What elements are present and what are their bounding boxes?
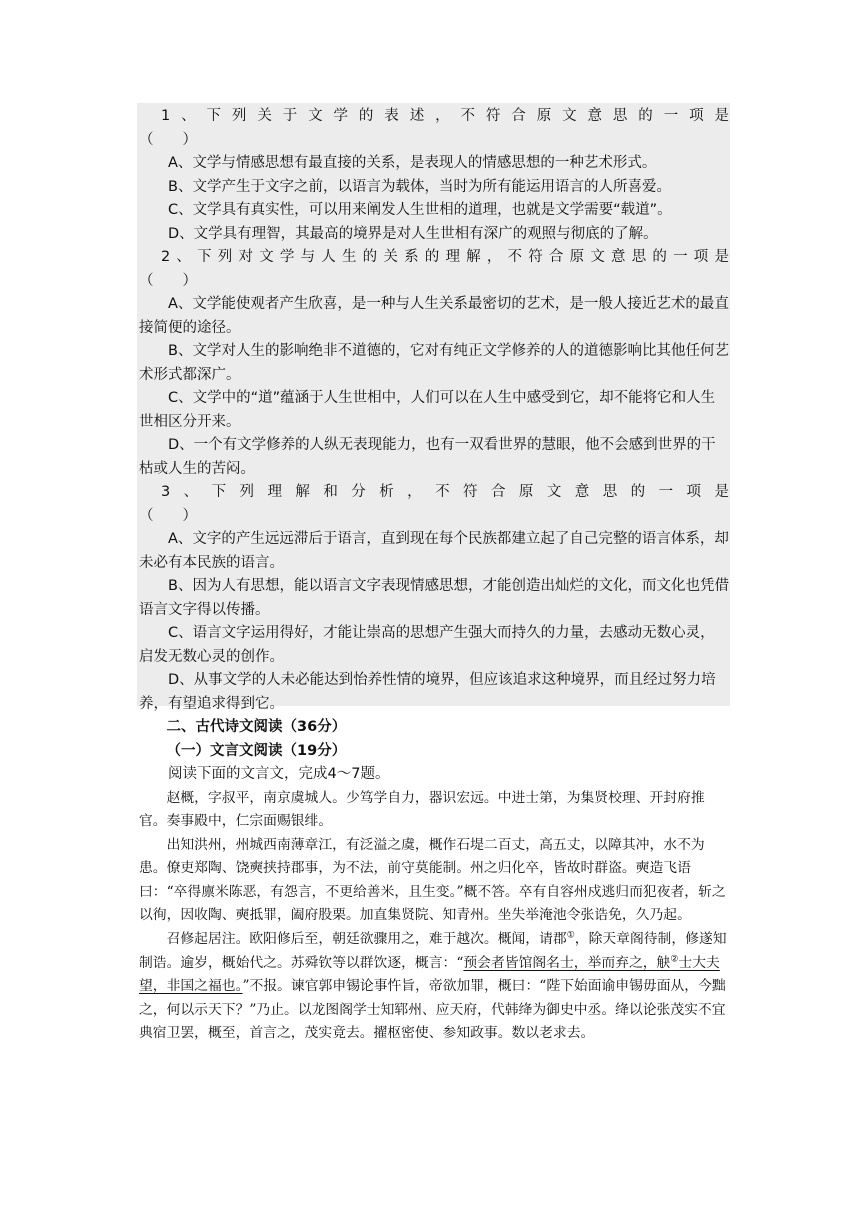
question-3-paren: （ ） bbox=[139, 507, 197, 524]
section-heading: 二、古代诗文阅读（36分） bbox=[166, 719, 347, 735]
question-3-stem: 3、下列理解和分析，不符合原文意思的一项是 bbox=[161, 484, 729, 500]
question-3-option-d: D、从事文学的人未必能达到怡养性情的境界，但应该追求这种境界，而且经过努力培养，有望追求得到它。 bbox=[139, 672, 716, 712]
question-1-paren: （ ） bbox=[139, 131, 197, 148]
subsection-heading: （一）文言文阅读（19分） bbox=[166, 742, 347, 759]
question-1-stem: 1、下列关于文学的表述，不符合原文意思的一项是 bbox=[161, 108, 729, 124]
passage-paragraph-2: 出知洪州，州城西南薄章江，有泛溢之虞，概作石堤二百丈，高五丈，以障其冲，水不为患。僚吏郑陶、饶奭挟持郡事，为不法，前守莫能制。州之归化卒，皆故时群盗。奭造飞语曰：“卒得廪米陈恶，有怨言，不更给善米，且生变。”概不答。卒有自容州戍逃归而犯夜者，斩之以徇，因收陶、奭抵罪，阖府股栗。加直集贤院、知青州。坐失举淹池令张诰免，久乃起。 bbox=[139, 836, 726, 924]
question-1-option-c: C、文学具有真实性，可以用来阐发人生世相的道理，也就是文学需要“载道”。 bbox=[168, 202, 672, 218]
question-2-option-d: D、一个有文学修养的人纵无表现能力，也有一双看世界的慧眼，他不会感到世界的干枯或人生的苦闷。 bbox=[139, 437, 716, 477]
question-2-paren: （ ） bbox=[139, 272, 197, 289]
question-3-option-b: B、因为人有思想，能以语言文字表现情感思想，才能创造出灿烂的文化，而文化也凭借语言文字得以传播。 bbox=[139, 578, 729, 618]
footnote-marker-1: ① bbox=[566, 930, 575, 941]
footnote-marker-2: ② bbox=[670, 954, 679, 965]
question-3-option-a: A、文字的产生远远滞后于语言，直到现在每个民族都建立起了自己完整的语言体系，却未必有本民族的语言。 bbox=[139, 531, 729, 571]
question-1-option-a: A、文学与情感思想有最直接的关系，是表现人的情感思想的一种艺术形式。 bbox=[168, 155, 657, 171]
passage-paragraph-1: 赵概，字叔平，南京虞城人。少笃学自力，器识宏远。中进士第，为集贤校理、开封府推官。奏事殿中，仁宗面赐银绯。 bbox=[139, 789, 705, 830]
question-1-option-d: D、文学具有理智，其最高的境界是对人生世相有深广的观照与彻底的了解。 bbox=[168, 225, 658, 242]
underlined-sentence-part-1: 预会者皆馆阁名士，举而弃之， bbox=[463, 954, 657, 971]
passage-paragraph-3: 召修起居注。欧阳修后至，朝廷欲骤用之，难于越次。概闻，请郡①，除天章阁待制，修遂知制诰。逾岁，概始代之。苏舜钦等以群饮逐，概言：“预会者皆馆阁名士，举而弃之，觖②士大夫望，非国之福也。”不报。谏官郭申锡论事忤旨，帝欲加罪，概曰：“陛下始面谕申锡毋面从，今黜之，何以示天下？”乃止。以龙图阁学士知郓州、应天府，代韩绛为御史中丞。绛以论张茂实不宜典宿卫罢，概至，首言之，茂实竟去。擢枢密使、参知政事。数以老求去。 bbox=[139, 930, 727, 1042]
question-2-option-a: A、文学能使观者产生欣喜，是一种与人生关系最密切的艺术，是一般人接近艺术的最直接简便的途径。 bbox=[139, 296, 729, 336]
question-1-option-b: B、文学产生于文字之前，以语言为载体，当时为所有能运用语言的人所喜爱。 bbox=[168, 178, 671, 195]
question-2-stem: 2、下列对文学与人生的关系的理解，不符合原文意思的一项是 bbox=[161, 249, 729, 265]
underlined-sentence-part-2: 觖②士大夫望，非国之福也。 bbox=[139, 954, 720, 995]
question-3-option-c: C、语言文字运用得好，才能让崇高的思想产生强大而持久的力量，去感动无数心灵，启发无数心灵的创作。 bbox=[139, 625, 715, 665]
document-body bbox=[139, 105, 729, 1046]
reading-instruction: 阅读下面的文言文，完成4～7题。 bbox=[168, 766, 390, 782]
question-2-option-c: C、文学中的“道”蕴涵于人生世相中，人们可以在人生中感受到它，却不能将它和人生世相区分开来。 bbox=[139, 390, 716, 430]
question-2-option-b: B、文学对人生的影响绝非不道德的，它对有纯正文学修养的人的道德影响比其他任何艺术形式都深广。 bbox=[139, 343, 729, 383]
